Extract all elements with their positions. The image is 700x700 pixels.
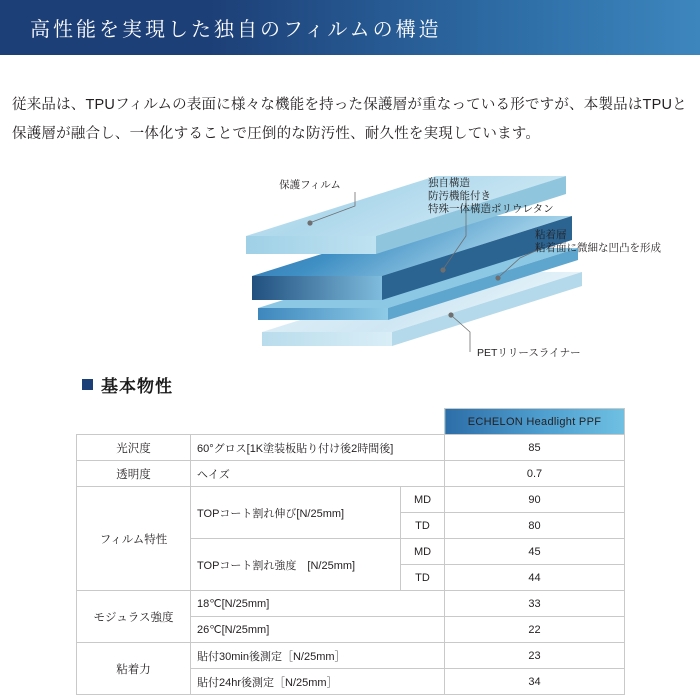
row-value: 90 [445,487,625,513]
row-category: 透明度 [77,461,191,487]
table-row [77,487,625,513]
header-blank-3 [401,409,445,435]
row-value: 22 [445,617,625,643]
section-heading-label: 基本物性 [101,377,173,396]
square-bullet-icon [82,379,93,390]
row-category: モジュラス強度 [77,591,191,643]
row-description: 貼付24hr後測定［N/25mm］ [191,669,445,695]
row-direction: MD [401,487,445,513]
header-blank-1 [77,409,191,435]
intro-paragraph: 従来品は、TPUフィルムの表面に様々な機能を持った保護層が重なっている形ですが、本製品はTPUと保護層が融合し、一体化することで圧倒的な防汚性、耐久性を実現しています。 [12,96,687,142]
row-category: 光沢度 [77,435,191,461]
header-blank-2 [191,409,401,435]
film-structure-diagram [0,160,700,365]
row-description: 60°グロス[1K塗装板貼り付け後2時間後] [191,435,445,461]
spec-table-container [76,408,624,695]
row-direction: TD [401,565,445,591]
row-value: 45 [445,539,625,565]
table-row [77,435,625,461]
label-adhesive-line1: 粘着層 [535,229,567,241]
label-unique-structure-line3: 特殊一体構造ポリウレタン [428,203,554,215]
row-description: ヘイズ [191,461,445,487]
basic-properties-table [76,408,625,695]
row-description: 貼付30min後測定［N/25mm］ [191,643,445,669]
row-value: 80 [445,513,625,539]
table-header-row [77,409,625,435]
row-category: 粘着力 [77,643,191,695]
row-value: 85 [445,435,625,461]
table-row [77,643,625,669]
row-value: 23 [445,643,625,669]
row-value: 44 [445,565,625,591]
header-product: ECHELON Headlight PPF [445,409,625,435]
page-title: 高性能を実現した独自のフィルムの構造 [30,19,442,41]
page-header-banner [0,0,700,55]
label-pet-liner: PETリリースライナー [477,347,581,359]
row-description: 26℃[N/25mm] [191,617,445,643]
row-description: 18℃[N/25mm] [191,591,445,617]
label-protective-film: 保護フィルム [279,179,341,191]
row-direction: TD [401,513,445,539]
row-category: フィルム特性 [77,487,191,591]
row-description: TOPコート割れ強度 [N/25mm] [191,539,401,591]
row-description: TOPコート割れ伸び[N/25mm] [191,487,401,539]
row-direction: MD [401,539,445,565]
table-row [77,591,625,617]
row-value: 0.7 [445,461,625,487]
label-adhesive-line2: 粘着面に微細な凹凸を形成 [535,242,661,254]
table-row [77,461,625,487]
row-value: 34 [445,669,625,695]
row-value: 33 [445,591,625,617]
label-unique-structure-line1: 独自構造 [428,177,470,189]
label-unique-structure-line2: 防汚機能付き [428,190,491,202]
section-heading-basic-properties [82,372,173,397]
